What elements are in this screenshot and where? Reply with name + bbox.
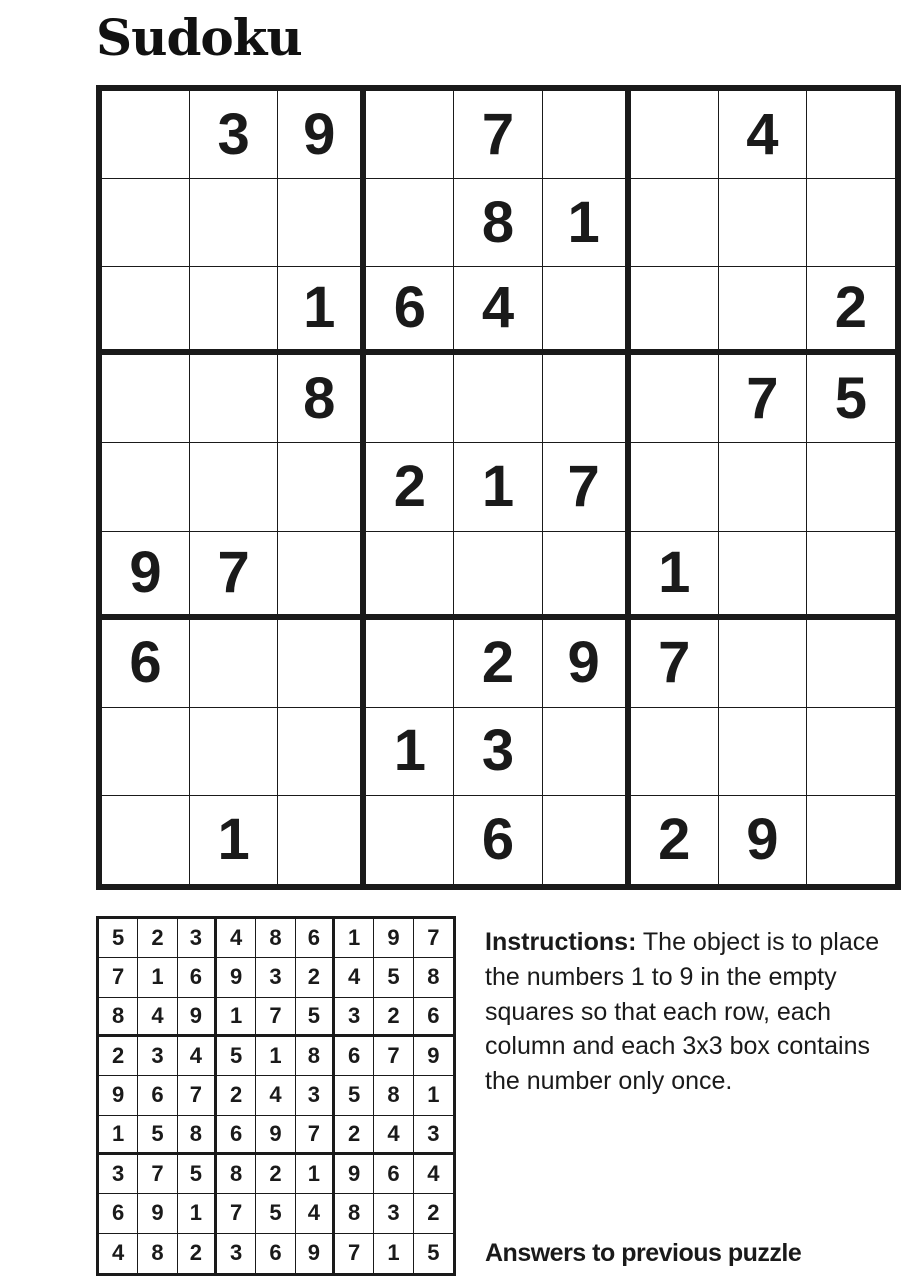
answer-cell: 8 <box>256 919 295 958</box>
answer-cell: 8 <box>414 958 453 997</box>
sudoku-cell[interactable] <box>719 708 807 796</box>
sudoku-cell[interactable] <box>278 796 366 884</box>
answer-cell: 3 <box>374 1194 413 1233</box>
answer-cell: 7 <box>138 1155 177 1194</box>
sudoku-cell[interactable]: 3 <box>454 708 542 796</box>
answer-cell: 2 <box>99 1037 138 1076</box>
answer-cell: 9 <box>138 1194 177 1233</box>
answer-cell: 1 <box>256 1037 295 1076</box>
sudoku-cell[interactable] <box>190 179 278 267</box>
answer-cell: 4 <box>217 919 256 958</box>
answer-cell: 8 <box>138 1234 177 1273</box>
sudoku-cell[interactable] <box>102 91 190 179</box>
answer-cell: 8 <box>335 1194 374 1233</box>
answer-cell: 9 <box>217 958 256 997</box>
answer-cell: 4 <box>374 1116 413 1155</box>
answer-cell: 5 <box>99 919 138 958</box>
sudoku-cell[interactable]: 1 <box>454 443 542 531</box>
answer-cell: 1 <box>217 998 256 1037</box>
sudoku-cell[interactable] <box>807 443 895 531</box>
sudoku-cell[interactable]: 2 <box>366 443 454 531</box>
sudoku-cell[interactable] <box>190 443 278 531</box>
answer-cell: 5 <box>296 998 335 1037</box>
sudoku-cell[interactable]: 7 <box>454 91 542 179</box>
answer-cell: 6 <box>256 1234 295 1273</box>
sudoku-cell[interactable]: 8 <box>278 355 366 443</box>
sudoku-cell[interactable]: 3 <box>190 91 278 179</box>
sudoku-cell[interactable]: 7 <box>631 620 719 708</box>
sudoku-cell[interactable] <box>366 532 454 620</box>
answer-cell: 2 <box>178 1234 217 1273</box>
answer-cell: 1 <box>414 1076 453 1115</box>
sudoku-cell[interactable] <box>807 91 895 179</box>
answer-cell: 7 <box>256 998 295 1037</box>
answer-cell: 4 <box>296 1194 335 1233</box>
sudoku-cell[interactable] <box>278 443 366 531</box>
sudoku-cell[interactable]: 4 <box>454 267 542 355</box>
sudoku-cell[interactable] <box>102 179 190 267</box>
sudoku-cell[interactable] <box>366 355 454 443</box>
sudoku-cell[interactable] <box>366 796 454 884</box>
sudoku-cell[interactable] <box>543 91 631 179</box>
instructions-label: Instructions: <box>485 928 637 956</box>
sudoku-cell[interactable] <box>543 267 631 355</box>
sudoku-cell[interactable]: 4 <box>719 91 807 179</box>
answer-cell: 2 <box>296 958 335 997</box>
answer-cell: 8 <box>99 998 138 1037</box>
answer-cell: 6 <box>296 919 335 958</box>
answer-cell: 7 <box>296 1116 335 1155</box>
answer-cell: 4 <box>256 1076 295 1115</box>
answer-cell: 6 <box>414 998 453 1037</box>
sudoku-cell[interactable] <box>190 708 278 796</box>
sudoku-cell[interactable] <box>190 267 278 355</box>
sudoku-cell[interactable]: 1 <box>631 532 719 620</box>
answer-cell: 1 <box>374 1234 413 1273</box>
sudoku-cell[interactable] <box>631 443 719 531</box>
answer-cell: 6 <box>374 1155 413 1194</box>
sudoku-cell[interactable] <box>190 355 278 443</box>
answer-cell: 1 <box>296 1155 335 1194</box>
answer-cell: 8 <box>178 1116 217 1155</box>
answer-cell: 6 <box>178 958 217 997</box>
answer-cell: 7 <box>414 919 453 958</box>
sudoku-cell[interactable] <box>719 179 807 267</box>
answer-cell: 8 <box>217 1155 256 1194</box>
answer-cell: 3 <box>138 1037 177 1076</box>
sudoku-cell[interactable] <box>807 708 895 796</box>
answer-cell: 3 <box>178 919 217 958</box>
answer-cell: 9 <box>178 998 217 1037</box>
answer-cell: 6 <box>335 1037 374 1076</box>
answer-cell: 9 <box>374 919 413 958</box>
sudoku-cell[interactable] <box>807 179 895 267</box>
sudoku-cell[interactable] <box>190 620 278 708</box>
sudoku-cell[interactable]: 9 <box>278 91 366 179</box>
sudoku-cell[interactable] <box>102 443 190 531</box>
answer-cell: 7 <box>335 1234 374 1273</box>
sudoku-cell[interactable] <box>719 620 807 708</box>
sudoku-cell[interactable]: 2 <box>454 620 542 708</box>
previous-answers-grid <box>96 916 456 1276</box>
sudoku-cell[interactable] <box>366 91 454 179</box>
answer-cell: 6 <box>217 1116 256 1155</box>
sudoku-cell[interactable] <box>543 532 631 620</box>
sudoku-cell[interactable] <box>278 532 366 620</box>
answer-cell: 4 <box>335 958 374 997</box>
sudoku-cell[interactable] <box>454 355 542 443</box>
answer-cell: 7 <box>99 958 138 997</box>
answer-cell: 4 <box>138 998 177 1037</box>
instructions <box>485 925 905 1099</box>
sudoku-cell[interactable]: 9 <box>719 796 807 884</box>
sudoku-cell[interactable] <box>543 708 631 796</box>
sudoku-cell[interactable]: 2 <box>807 267 895 355</box>
sudoku-cell[interactable]: 9 <box>102 532 190 620</box>
answer-cell: 5 <box>256 1194 295 1233</box>
answer-cell: 5 <box>374 958 413 997</box>
answer-cell: 2 <box>335 1116 374 1155</box>
answer-cell: 2 <box>374 998 413 1037</box>
sudoku-cell[interactable]: 8 <box>454 179 542 267</box>
sudoku-cell[interactable]: 1 <box>366 708 454 796</box>
answer-cell: 9 <box>414 1037 453 1076</box>
answer-cell: 4 <box>99 1234 138 1273</box>
answer-cell: 5 <box>178 1155 217 1194</box>
sudoku-cell[interactable]: 7 <box>190 532 278 620</box>
answer-cell: 3 <box>256 958 295 997</box>
answer-cell: 1 <box>138 958 177 997</box>
sudoku-cell[interactable] <box>278 620 366 708</box>
answer-cell: 2 <box>414 1194 453 1233</box>
sudoku-cell[interactable] <box>807 532 895 620</box>
instructions-text: The object is to place the numbers 1 to 9 in the empty squares so that each row, each column and each 3x3 box contains the number only once. <box>485 928 880 1096</box>
sudoku-cell[interactable]: 1 <box>190 796 278 884</box>
sudoku-cell[interactable] <box>278 179 366 267</box>
sudoku-cell[interactable]: 6 <box>366 267 454 355</box>
sudoku-cell[interactable] <box>631 708 719 796</box>
answer-cell: 2 <box>217 1076 256 1115</box>
sudoku-cell[interactable] <box>366 620 454 708</box>
sudoku-cell[interactable]: 1 <box>543 179 631 267</box>
answer-cell: 3 <box>296 1076 335 1115</box>
sudoku-cell[interactable] <box>719 443 807 531</box>
answer-cell: 7 <box>217 1194 256 1233</box>
answers-caption: Answers to previous puzzle <box>485 1239 802 1267</box>
sudoku-cell[interactable] <box>454 532 542 620</box>
sudoku-cell[interactable] <box>631 355 719 443</box>
answer-cell: 4 <box>178 1037 217 1076</box>
sudoku-cell[interactable]: 5 <box>807 355 895 443</box>
page-title: Sudoku <box>96 8 302 67</box>
answer-cell: 1 <box>178 1194 217 1233</box>
sudoku-cell[interactable]: 6 <box>102 620 190 708</box>
sudoku-cell[interactable] <box>102 355 190 443</box>
answer-cell: 8 <box>374 1076 413 1115</box>
sudoku-cell[interactable]: 2 <box>631 796 719 884</box>
answer-cell: 5 <box>138 1116 177 1155</box>
sudoku-cell[interactable]: 7 <box>543 443 631 531</box>
answer-cell: 5 <box>427 1240 440 1266</box>
sudoku-cell[interactable] <box>102 708 190 796</box>
sudoku-cell[interactable] <box>543 796 631 884</box>
sudoku-cell[interactable] <box>719 267 807 355</box>
answer-cell: 7 <box>374 1037 413 1076</box>
answer-cell: 5 <box>217 1037 256 1076</box>
sudoku-cell[interactable] <box>631 91 719 179</box>
answer-cell: 9 <box>99 1076 138 1115</box>
answer-cell: 1 <box>335 919 374 958</box>
answer-cell: 8 <box>296 1037 335 1076</box>
answer-cell: 6 <box>138 1076 177 1115</box>
sudoku-cell[interactable] <box>543 355 631 443</box>
sudoku-cell[interactable] <box>102 267 190 355</box>
answer-cell: 9 <box>296 1234 335 1273</box>
answer-cell: 3 <box>335 998 374 1037</box>
sudoku-cell[interactable] <box>631 179 719 267</box>
sudoku-puzzle-grid <box>96 85 901 890</box>
sudoku-cell[interactable] <box>807 796 895 884</box>
sudoku-cell[interactable] <box>366 179 454 267</box>
sudoku-cell[interactable]: 7 <box>719 355 807 443</box>
answer-cell: 3 <box>99 1155 138 1194</box>
answer-cell: 2 <box>138 919 177 958</box>
answer-cell: 3 <box>414 1116 453 1155</box>
answer-cell: 9 <box>335 1155 374 1194</box>
sudoku-cell[interactable] <box>631 267 719 355</box>
answer-cell: 9 <box>256 1116 295 1155</box>
answer-cell: 4 <box>414 1155 453 1194</box>
sudoku-cell[interactable]: 1 <box>278 267 366 355</box>
sudoku-cell[interactable] <box>807 620 895 708</box>
answer-cell: 7 <box>178 1076 217 1115</box>
sudoku-cell[interactable] <box>102 796 190 884</box>
sudoku-cell[interactable] <box>278 708 366 796</box>
answer-cell: 5 <box>335 1076 374 1115</box>
answer-cell: 6 <box>99 1194 138 1233</box>
answer-cell: 3 <box>217 1234 256 1273</box>
sudoku-cell[interactable]: 9 <box>543 620 631 708</box>
sudoku-cell[interactable]: 6 <box>454 796 542 884</box>
sudoku-cell[interactable] <box>719 532 807 620</box>
answer-cell: 2 <box>256 1155 295 1194</box>
answer-cell: 1 <box>99 1116 138 1155</box>
